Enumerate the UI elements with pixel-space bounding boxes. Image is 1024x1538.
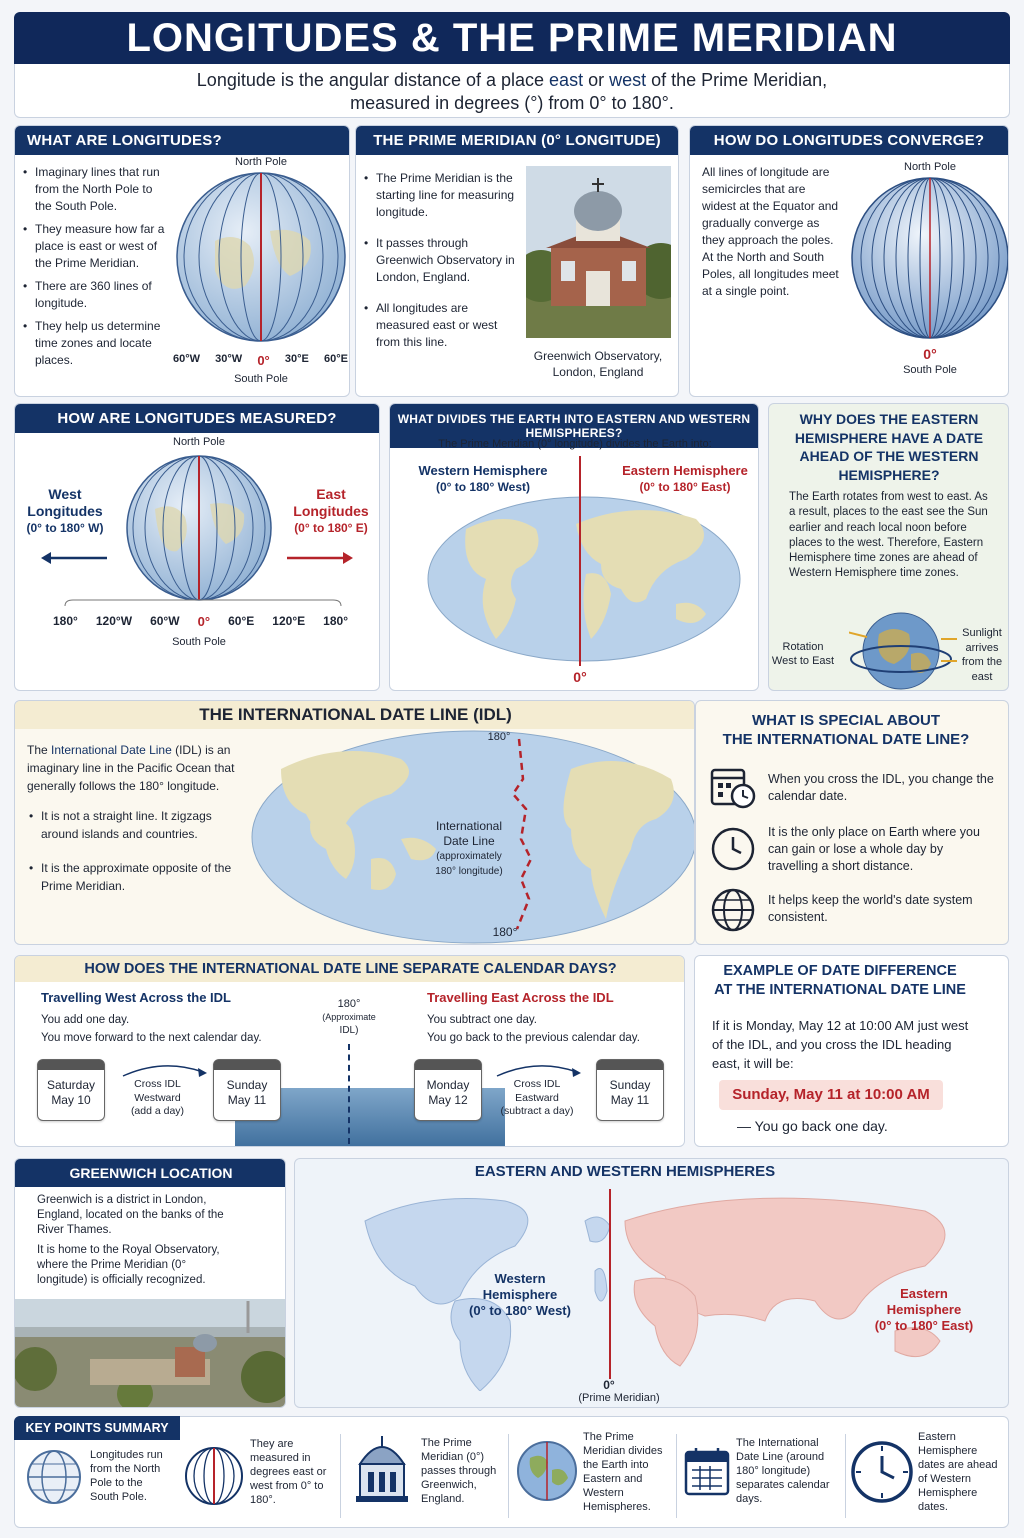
measured-tick-labels xyxy=(53,614,348,629)
east-travel-line2: You go back to the previous calendar day. xyxy=(427,1032,640,1044)
summary-item: They are measured in degrees east or west from 0° to 180°. xyxy=(250,1438,327,1506)
calendar-card: Sunday May 11 xyxy=(213,1059,281,1121)
meridian-globe-icon xyxy=(184,1446,244,1506)
idl-top-label: 180° xyxy=(487,731,511,743)
hemispheres-panel xyxy=(294,1158,1009,1408)
idl-map-label: International Date Line (approximately 180° longitude) xyxy=(435,819,503,877)
tick-labels xyxy=(173,353,348,368)
south-pole-label: South Pole xyxy=(172,636,226,648)
bullet-list xyxy=(23,164,171,375)
west-travel-title: Travelling West Across the IDL xyxy=(41,990,231,1005)
divides-intro: The Prime Meridian (0° longitude) divides the Earth into: xyxy=(438,438,712,450)
east-travel-title: Travelling East Across the IDL xyxy=(427,990,614,1005)
zero-degree-label: 0° xyxy=(923,346,937,362)
summary-item: The International Date Line (around 180° longitude) separates calendar days. xyxy=(736,1437,830,1505)
special-panel xyxy=(695,700,1009,945)
tick-label: 30°E xyxy=(284,353,309,365)
divider xyxy=(845,1434,846,1518)
bullet-item: • They help us determine time zones and locate places. xyxy=(23,318,171,369)
globe-icon xyxy=(710,887,756,933)
tick-label: 180° xyxy=(53,614,78,628)
tick-label: 0° xyxy=(257,353,270,368)
calendar-card: Monday May 12 xyxy=(414,1059,482,1121)
idl-bottom-label: 180° xyxy=(492,925,518,939)
panel-header: GREENWICH LOCATION xyxy=(15,1159,286,1187)
east-word: east xyxy=(549,70,584,90)
divides-panel xyxy=(389,403,759,691)
west-longitudes-label: West Longitudes (0° to 180° W) xyxy=(26,486,104,535)
calendar-card: Sunday May 11 xyxy=(596,1059,664,1121)
bullet-item: • It is the approximate opposite of the Prime Meridian. xyxy=(29,859,239,895)
bullet-item: • There are 360 lines of longitude. xyxy=(23,278,171,312)
divider xyxy=(676,1434,677,1518)
south-pole-label: South Pole xyxy=(903,364,957,376)
calendar-icon xyxy=(684,1446,730,1496)
west-travel-line1: You add one day. xyxy=(41,1014,130,1026)
summary-item: The Prime Meridian (0°) passes through Greenwich, England. xyxy=(421,1437,497,1505)
greenwich-aerial-photo xyxy=(15,1299,286,1408)
prime-meridian-line xyxy=(609,1189,611,1379)
greenwich-paragraph: It is home to the Royal Observatory, where the Prime Meridian (0° longitude) is officially recognized. xyxy=(37,1244,220,1286)
panel-header: WHAT ARE LONGITUDES? xyxy=(15,126,349,155)
panel-header: WHAT DIVIDES THE EARTH INTO EASTERN AND WESTERN HEMISPHERES? xyxy=(390,404,758,448)
bullet-item: • It passes through Greenwich Observatory in London, England. xyxy=(364,235,516,286)
special-item: It helps keep the world's date system consistent. xyxy=(768,893,973,924)
east-travel-line1: You subtract one day. xyxy=(427,1014,537,1026)
tick-label: 60°E xyxy=(228,614,255,628)
tick-label: 120°W xyxy=(95,614,133,628)
subtitle-line1: Longitude is the angular distance of a place east or west of the Prime Meridian, xyxy=(196,70,828,90)
earth-icon xyxy=(516,1440,578,1502)
subtitle-line2: measured in degrees (°) from 0° to 180°. xyxy=(350,93,674,113)
panel-header: EASTERN AND WESTERN HEMISPHERES xyxy=(474,1163,776,1180)
summary-item: The Prime Meridian divides the Earth into Eastern and Western Hemispheres. xyxy=(583,1431,663,1513)
tick-label: 120°E xyxy=(272,614,306,628)
prime-meridian-line xyxy=(579,456,581,666)
prime-meridian-panel xyxy=(355,125,679,397)
panel-header: HOW DO LONGITUDES CONVERGE? xyxy=(690,126,1008,155)
divider xyxy=(508,1434,509,1518)
sunlight-label: Sunlight arrives from the east xyxy=(961,627,1003,683)
bullet-item: • All longitudes are measured east or west from this line. xyxy=(364,300,516,351)
eastern-hemisphere-label: Eastern Hemisphere (0° to 180° East) xyxy=(622,463,748,494)
greenwich-location-panel xyxy=(14,1158,286,1408)
panel-header: HOW ARE LONGITUDES MEASURED? xyxy=(15,404,379,433)
separate-days-panel xyxy=(14,955,685,1147)
observatory-photo xyxy=(526,166,671,338)
tick-label: 60°E xyxy=(323,353,348,365)
subtitle-box xyxy=(14,64,1010,118)
zero-degree-label: 0° xyxy=(603,1378,615,1392)
prime-meridian-label: (Prime Meridian) xyxy=(578,1392,660,1404)
zero-degree-label: 0° xyxy=(573,669,587,685)
why-date-ahead-panel xyxy=(768,403,1009,691)
north-pole-label: North Pole xyxy=(904,161,956,173)
tick-label: 60°W xyxy=(150,614,180,628)
special-item: It is the only place on Earth where you can gain or lose a whole day by travelling a short distance. xyxy=(768,825,980,873)
panel-header: WHAT IS SPECIAL ABOUT THE INTERNATIONAL DATE LINE? xyxy=(722,712,970,748)
tick-label: 60°W xyxy=(173,353,201,365)
idl-dashed-line xyxy=(348,1044,350,1144)
south-pole-label: South Pole xyxy=(234,373,288,385)
tick-label: 180° xyxy=(323,614,348,628)
panel-header: WHY DOES THE EASTERN HEMISPHERE HAVE A DATE AHEAD OF THE WESTERN HEMISPHERE? xyxy=(794,411,984,483)
globe-converge-illustration xyxy=(850,176,1009,341)
world-map-divides xyxy=(426,494,742,664)
tick-label: 0° xyxy=(197,614,211,629)
bullet-item: • The Prime Meridian is the starting line for measuring longitude. xyxy=(364,170,516,221)
east-longitudes-label: East Longitudes (0° to 180° E) xyxy=(293,486,369,535)
special-item: When you cross the IDL, you change the calendar date. xyxy=(768,772,994,803)
greenwich-paragraph: Greenwich is a district in London, England, located on the banks of the River Thames. xyxy=(37,1194,224,1236)
cross-eastward-label: Cross IDL Eastward (subtract a day) xyxy=(500,1078,574,1117)
north-pole-label: North Pole xyxy=(173,436,225,448)
rotating-earth-illustration xyxy=(849,609,959,691)
clock-icon xyxy=(850,1440,914,1504)
bullet-list xyxy=(364,170,516,357)
idl-term: International Date Line xyxy=(51,743,172,757)
bullet-item: • It is not a straight line. It zigzags around islands and countries. xyxy=(29,807,239,843)
why-text: The Earth rotates from west to east. As a result, places to the east see the Sun earlier and reach local noon before places to the west. Therefore, Eastern Hemisphere time zones are ahead of Western Hemisphere time zones. xyxy=(789,491,988,580)
panel-header: THE PRIME MERIDIAN (0° LONGITUDE) xyxy=(356,126,678,155)
west-word: west xyxy=(609,70,647,90)
clock-icon xyxy=(710,826,756,872)
measured-panel xyxy=(14,403,380,691)
converge-text: All lines of longitude are semicircles that are widest at the Equator and gradually converge as they approach the poles. At the North and South Poles, all longitudes meet at a single point. xyxy=(702,165,839,298)
tick-label: 30°W xyxy=(215,353,243,365)
calendar-card: Saturday May 10 xyxy=(37,1059,105,1121)
western-hemisphere-label: Western Hemisphere (0° to 180° West) xyxy=(418,463,548,494)
example-note: — You go back one day. xyxy=(737,1118,888,1134)
example-text: If it is Monday, May 12 at 10:00 AM just west of the IDL, and you cross the IDL heading east, it will be: xyxy=(712,1018,969,1071)
calendar-clock-icon xyxy=(710,765,756,809)
example-result: Sunday, May 11 at 10:00 AM xyxy=(719,1080,943,1110)
eastern-hemisphere-label: Eastern Hemisphere (0° to 180° East) xyxy=(874,1286,974,1333)
west-travel-line2: You move forward to the next calendar day. xyxy=(41,1032,262,1044)
globe-illustration xyxy=(175,171,347,343)
cross-westward-label: Cross IDL Westward (add a day) xyxy=(130,1078,185,1117)
summary-header: KEY POINTS SUMMARY xyxy=(14,1416,180,1440)
globe-icon xyxy=(26,1449,82,1505)
western-hemisphere-label: Western Hemisphere (0° to 180° West) xyxy=(469,1271,571,1318)
observatory-icon xyxy=(352,1430,412,1504)
divider xyxy=(340,1434,341,1518)
example-panel xyxy=(694,955,1009,1147)
converge-panel xyxy=(689,125,1009,397)
page-title: LONGITUDES & THE PRIME MERIDIAN xyxy=(126,16,898,60)
direction-arrows xyxy=(35,544,365,624)
panel-header: EXAMPLE OF DATE DIFFERENCE AT THE INTERNATIONAL DATE LINE xyxy=(714,963,966,998)
what-are-longitudes-panel xyxy=(14,125,350,397)
arrow-right-icon xyxy=(493,1060,585,1080)
panel-header: THE INTERNATIONAL DATE LINE (IDL) xyxy=(15,701,695,729)
bullet-list xyxy=(29,807,239,901)
bullet-item: • They measure how far a place is east or west of the Prime Meridian. xyxy=(23,221,171,272)
title-banner xyxy=(14,12,1010,64)
bullet-item: • Imaginary lines that run from the North Pole to the South Pole. xyxy=(23,164,171,215)
idl-center-label: 180° (Approximate IDL) xyxy=(322,998,376,1036)
rotation-label: Rotation West to East xyxy=(771,641,835,667)
idl-panel xyxy=(14,700,695,945)
photo-caption: Greenwich Observatory, London, England xyxy=(533,349,663,379)
arrow-right-icon xyxy=(119,1060,211,1080)
idl-intro: The International Date Line (IDL) is an imaginary line in the Pacific Ocean that generally follows the 180° longitude. xyxy=(27,743,235,793)
summary-item: Eastern Hemisphere dates are ahead of Western Hemisphere dates. xyxy=(918,1431,998,1513)
panel-header: HOW DOES THE INTERNATIONAL DATE LINE SEPARATE CALENDAR DAYS? xyxy=(15,956,685,982)
north-pole-label: North Pole xyxy=(235,156,287,168)
summary-item: Longitudes run from the North Pole to the South Pole. xyxy=(90,1449,163,1503)
